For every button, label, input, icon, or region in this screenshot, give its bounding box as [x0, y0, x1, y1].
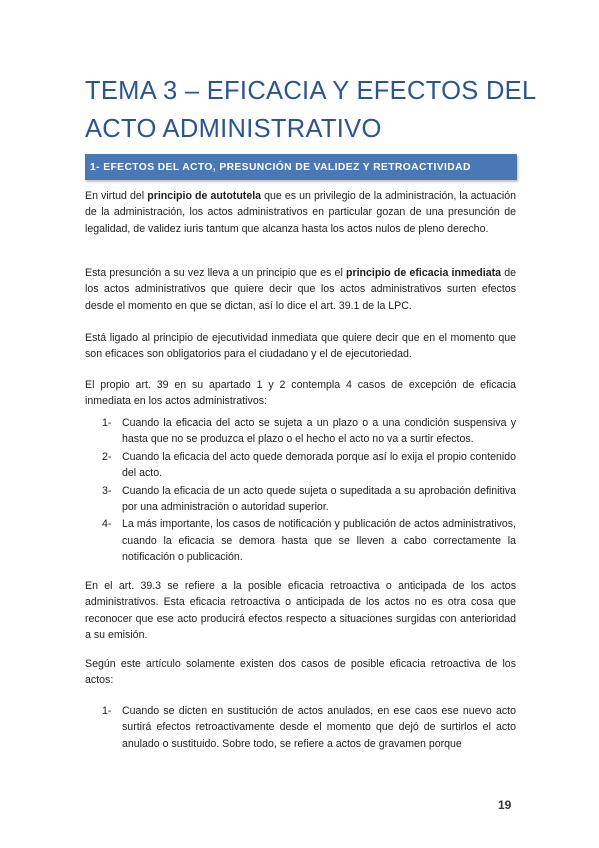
list-item	[102, 449, 516, 482]
paragraph-1-text-a: En virtud del	[85, 190, 148, 202]
chapter-title-line-2: ACTO ADMINISTRATIVO	[85, 115, 382, 143]
paragraph-1-bold: principio de autotutela	[147, 190, 262, 202]
paragraph-4: El propio art. 39 en su apartado 1 y 2 contempla 4 casos de excepción de eficacia inmediata en los actos administrativos:	[85, 379, 516, 408]
paragraph-1	[85, 188, 516, 237]
list-item-number: 4-	[102, 518, 112, 531]
chapter-title-line-1: TEMA 3 – EFICACIA Y EFECTOS DEL	[85, 77, 537, 105]
list-item	[102, 516, 516, 565]
exceptions-list	[102, 415, 516, 567]
list-item-number: 1-	[102, 705, 112, 717]
list-item-text: Cuando la eficacia del acto quede demorada porque así lo exija el propio contenido del acto.	[122, 450, 516, 480]
section-heading-bar	[85, 154, 517, 180]
list-item	[102, 483, 516, 516]
section-heading: 1- EFECTOS DEL ACTO, PRESUNCIÓN DE VALIDEZ Y RETROACTIVIDAD	[90, 161, 471, 173]
list-item	[102, 415, 516, 448]
paragraph-5: En el art. 39.3 se refiere a la posible eficacia retroactiva o anticipada de los actos administrativos. Esta eficacia retroactiva o anticipada de los actos no es otra cosa que reconocer que ese acto producirá efectos respecto a situaciones surgidas con anterioridad a su emisión.	[85, 580, 516, 642]
list-item-number: 1-	[102, 417, 112, 429]
list-item-text: La más importante, los casos de notificación y publicación de actos administrativos, cuando la eficacia se demora hasta que se lleven a cabo correctamente la notificación o publicación.	[122, 518, 516, 564]
list-item-text: Cuando se dicten en sustitución de actos anulados, en ese caos ese nuevo acto surtirá efectos retroactivamente desde el momento que dejó de surtirlos el acto anulado o sustituido. Sobre todo, se refiere a actos de gravamen porque	[122, 705, 516, 750]
list-item	[102, 703, 516, 752]
paragraph-6: Según este artículo solamente existen dos casos de posible eficacia retroactiva de los actos:	[85, 658, 516, 687]
chapter-title	[85, 72, 537, 148]
list-item-text: Cuando la eficacia del acto se sujeta a un plazo o a una condición suspensiva y hasta que no se produzca el plazo o el hecho el acto no va a surtir efectos.	[122, 417, 516, 446]
list-item-text: Cuando la eficacia de un acto quede sujeta o supeditada a su aprobación definitiva por una administración o autoridad superior.	[122, 484, 516, 514]
paragraph-3: Está ligado al principio de ejecutividad inmediata que quiere decir que en el momento que son eficaces son obligatorios para el ciudadano y el de ejecutoriedad.	[85, 332, 516, 361]
paragraph-2-text-a: Esta presunción a su vez lleva a un principio que es el	[85, 267, 346, 279]
paragraph-2-bold: principio de eficacia inmediata	[346, 267, 502, 279]
list-item-number: 2-	[102, 450, 112, 463]
paragraph-2	[85, 265, 516, 314]
retroactive-cases-list	[102, 703, 516, 753]
page-number: 19	[498, 798, 512, 812]
list-item-number: 3-	[102, 484, 112, 497]
paragraph-2-text-b: de los actos administrativos que quiere decir que los actos administrativos surten efectos desde el momento en que se dictan, así lo dice el art. 39.1 de la LPC.	[85, 267, 516, 312]
paragraph-1-text-b: que es un privilegio de la administración, la actuación de la administración, los actos administrativos en particular gozan de una presunción de legalidad, de validez iuris tantum que alcanza hasta los actos nulos de pleno derecho.	[85, 190, 516, 235]
